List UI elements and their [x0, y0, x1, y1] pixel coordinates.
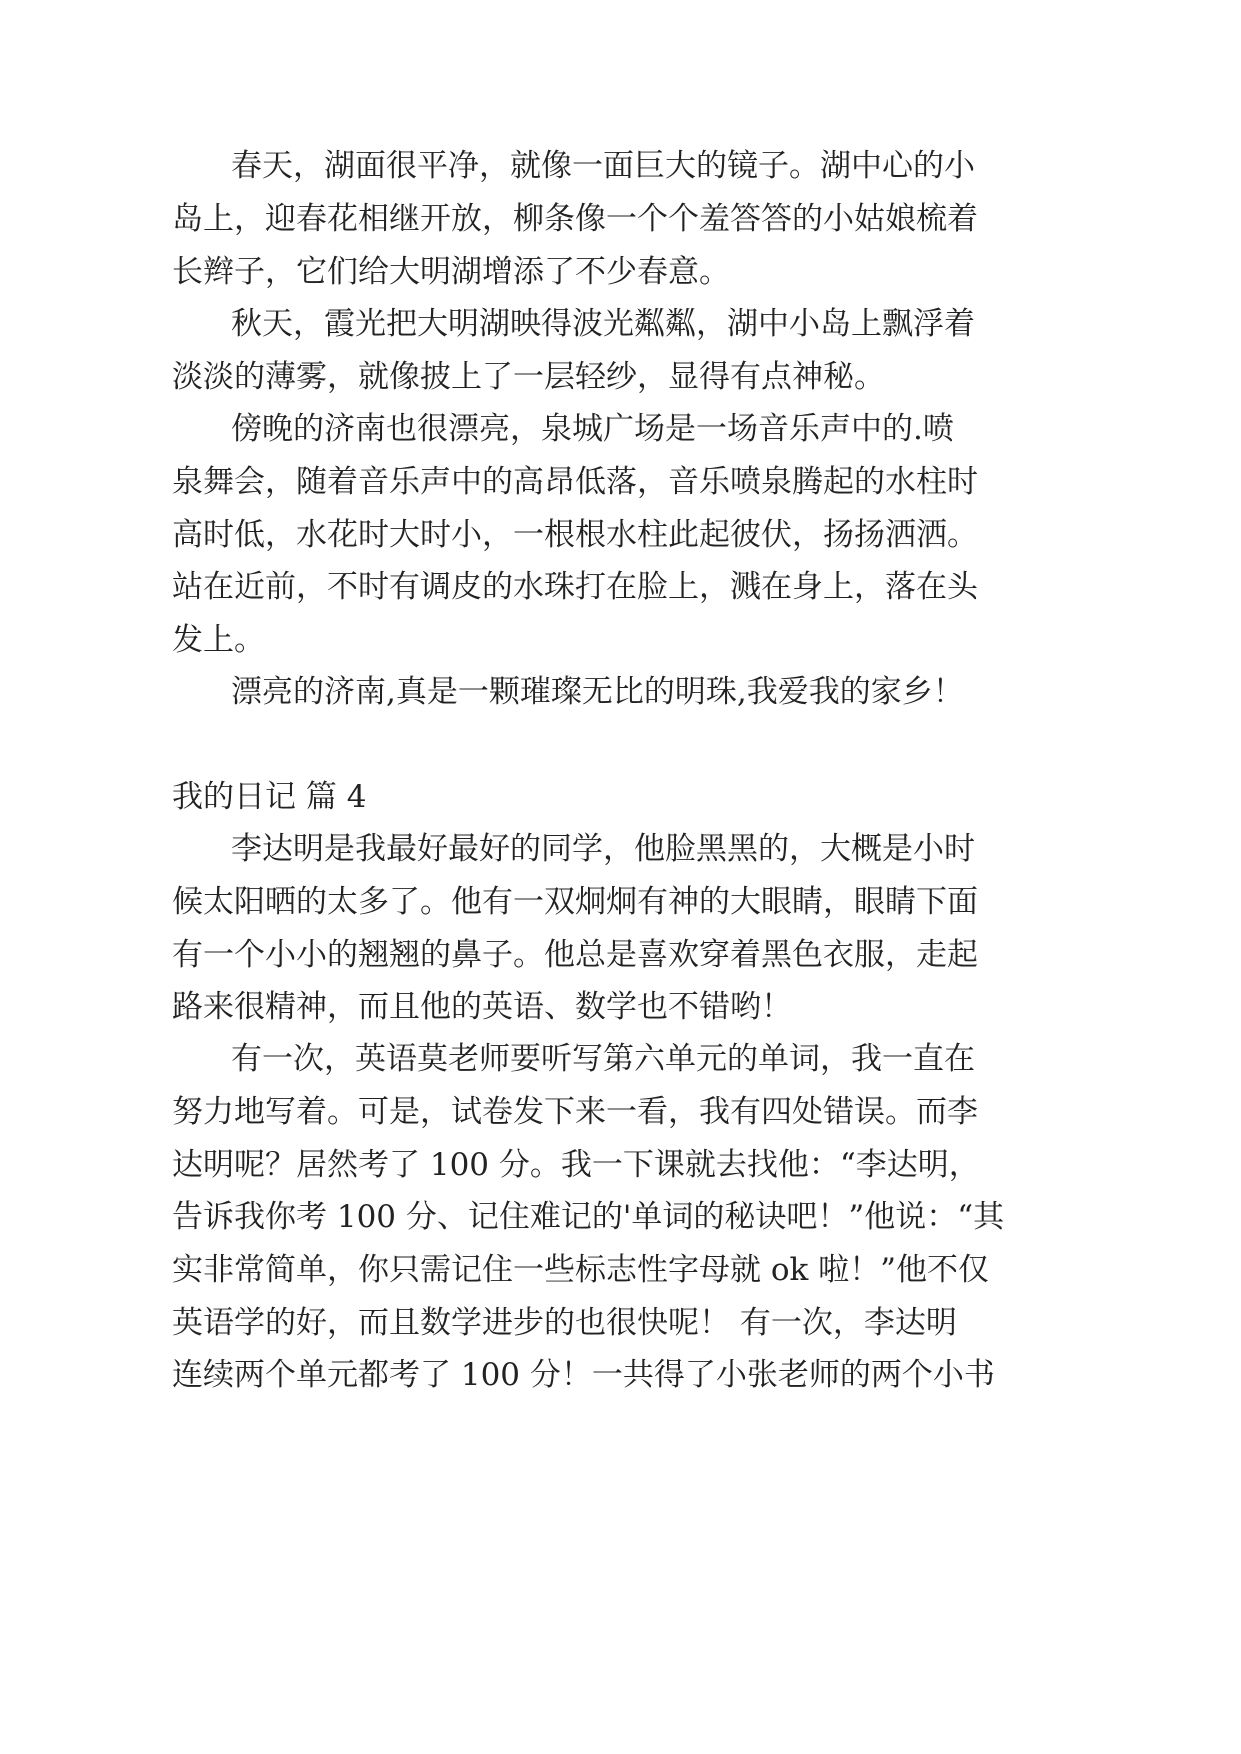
text-line: 英语学的好，而且数学进步的也很快呢！ 有一次，李达明: [172, 1305, 957, 1341]
text-line: 岛上，迎春花相继开放，柳条像一个个羞答答的小姑娘梳着: [172, 201, 978, 237]
text-line: 候太阳晒的太多了。他有一双炯炯有神的大眼睛，眼睛下面: [172, 884, 978, 920]
text-line: 高时低，水花时大时小，一根根水柱此起彼伏，扬扬洒洒。: [172, 517, 978, 553]
text-line: 漂亮的济南,真是一颗璀璨无比的明珠,我爱我的家乡！: [231, 674, 964, 710]
text-line: 告诉我你考 100 分、记住难记的'单词的秘诀吧！”他说：“其: [172, 1199, 1005, 1235]
text-line: 淡淡的薄雾，就像披上了一层轻纱，显得有点神秘。: [172, 359, 885, 395]
text-line: 有一个小小的翘翘的鼻子。他总是喜欢穿着黑色衣服，走起: [172, 937, 978, 973]
text-line: 发上。: [172, 622, 265, 658]
text-line: 连续两个单元都考了 100 分！一共得了小张老师的两个小书: [172, 1357, 995, 1393]
text-line: 长辫子，它们给大明湖增添了不少春意。: [172, 254, 730, 290]
text-line: 有一次，英语莫老师要听写第六单元的单词，我一直在: [231, 1041, 975, 1077]
text-line: 李达明是我最好最好的同学，他脸黑黑的，大概是小时: [231, 831, 975, 867]
text-line: 泉舞会，随着音乐声中的高昂低落，音乐喷泉腾起的水柱时: [172, 464, 978, 500]
text-line: 达明呢？居然考了 100 分。我一下课就去找他：“李达明，: [172, 1147, 980, 1183]
text-line: 秋天，霞光把大明湖映得波光粼粼，湖中小岛上飘浮着: [231, 306, 975, 342]
text-line: 春天，湖面很平净，就像一面巨大的镜子。湖中心的小: [231, 148, 975, 184]
text-line: 站在近前，不时有调皮的水珠打在脸上，溅在身上，落在头: [172, 569, 978, 605]
text-line: 努力地写着。可是，试卷发下来一看，我有四处错误。而李: [172, 1094, 978, 1130]
text-line: 傍晚的济南也很漂亮，泉城广场是一场音乐声中的.喷: [231, 411, 954, 447]
section-heading: 我的日记 篇 4: [172, 779, 367, 815]
text-line: 实非常简单，你只需记住一些标志性字母就 ok 啦！”他不仅: [172, 1252, 990, 1288]
text-line: 路来很精神，而且他的英语、数学也不错哟！: [172, 989, 792, 1025]
